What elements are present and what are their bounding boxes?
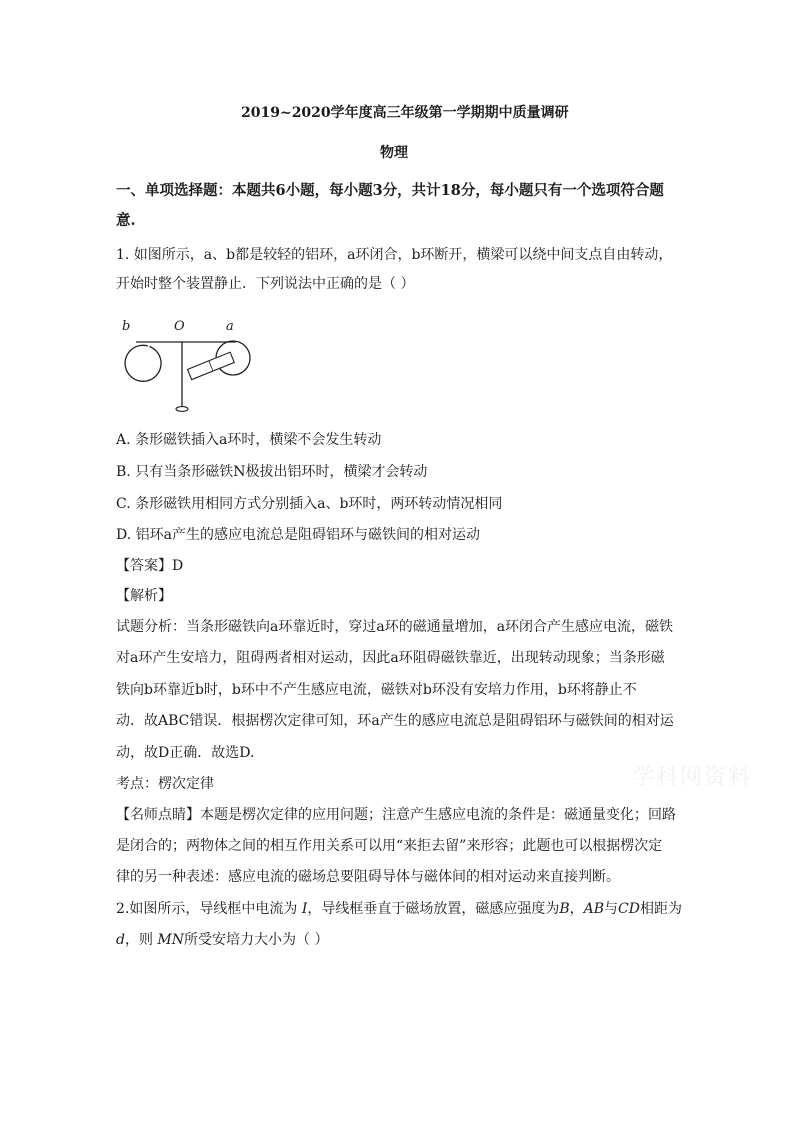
tips-line: 律的另一种表述：感应电流的磁场总要阻碍导体与磁体间的相对运动来直接判断。	[116, 869, 620, 885]
var-cd: CD	[618, 901, 640, 917]
var-b: B	[559, 901, 570, 917]
var-mn: MN	[157, 932, 185, 948]
analysis-line: 动．故ABC错误．根据楞次定律可知，环a产生的感应电流总是阻碍铝环与磁铁间的相对运	[116, 713, 674, 729]
option-a: A. 条形磁铁插入a环时，横梁不会发生转动	[116, 432, 382, 448]
ring-b-open	[125, 345, 161, 381]
q2-text: 2.如图所示，导线框中电流为	[116, 901, 302, 917]
question-1-stem-cont: 开始时整个装置静止．下列说法中正确的是（ ）	[116, 276, 415, 292]
section-heading: 一、单项选择题：本题共6小题，每小题3分，共计18分，每小题只有一个选项符合题	[116, 182, 664, 199]
support-base	[176, 407, 188, 412]
watermark: 学科网资料	[632, 765, 753, 790]
var-i: I	[301, 901, 308, 917]
bar-magnet	[187, 352, 234, 379]
tips-line: 是闭合的；两物体之间的相互作用关系可以用“来拒去留”来形容；此题也可以根据楞次定	[116, 838, 663, 854]
q2-text: ，导线框垂直于磁场放置，磁感应强度为	[307, 901, 560, 917]
kaodian: 考点：楞次定律	[116, 776, 214, 792]
q2-text: 与	[604, 901, 619, 917]
option-d: D. 铝环a产生的感应电流总是阻碍铝环与磁铁间的相对运动	[116, 527, 480, 543]
section-heading-cont: 意.	[116, 212, 136, 229]
q2-text: 相距为	[639, 901, 682, 917]
analysis-line: 试题分析：当条形磁铁向a环靠近时，穿过a环的磁通量增加，a环闭合产生感应电流，磁铁	[116, 619, 674, 635]
exam-title: 2019~2020学年度高三年级第一学期期中质量调研	[241, 105, 569, 121]
label-o: O	[174, 319, 185, 334]
option-c: C. 条形磁铁用相同方式分别插入a、b环时，两环转动情况相同	[116, 496, 503, 512]
q2-text: 所受安培力大小为（ ）	[184, 932, 329, 948]
q2-text: ，	[569, 901, 584, 917]
question-1-stem: 1. 如图所示，a、b都是较轻的铝环，a环闭合，b环断开，横梁可以绕中间支点自由转动，	[116, 247, 673, 263]
ring-magnet-figure	[112, 314, 262, 418]
q2-text: ，则	[124, 932, 158, 948]
question-2-stem	[116, 899, 682, 919]
var-ab: AB	[583, 901, 605, 917]
option-b: B. 只有当条形磁铁N极拔出铝环时，横梁才会转动	[116, 464, 428, 480]
label-a: a	[226, 319, 234, 334]
analysis-line: 铁向b环靠近b时，b环中不产生感应电流，磁铁对b环没有安培力作用，b环将静止不	[116, 682, 637, 698]
analysis-label: 【解析】	[116, 588, 172, 604]
question-2-stem-cont	[116, 930, 328, 950]
analysis-line: 动，故D正确．故选D.	[116, 745, 255, 761]
subject-title: 物理	[380, 145, 408, 161]
analysis-line: 对a环产生安培力，阻碍两者相对运动，因此a环阻碍磁铁靠近，出现转动现象；当条形磁	[116, 650, 665, 666]
label-b: b	[122, 319, 131, 334]
tips-line: 【名师点睛】本题是楞次定律的应用问题；注意产生感应电流的条件是：磁通量变化；回路	[116, 807, 676, 823]
answer: 【答案】D	[116, 558, 184, 574]
var-d: d	[116, 932, 125, 948]
